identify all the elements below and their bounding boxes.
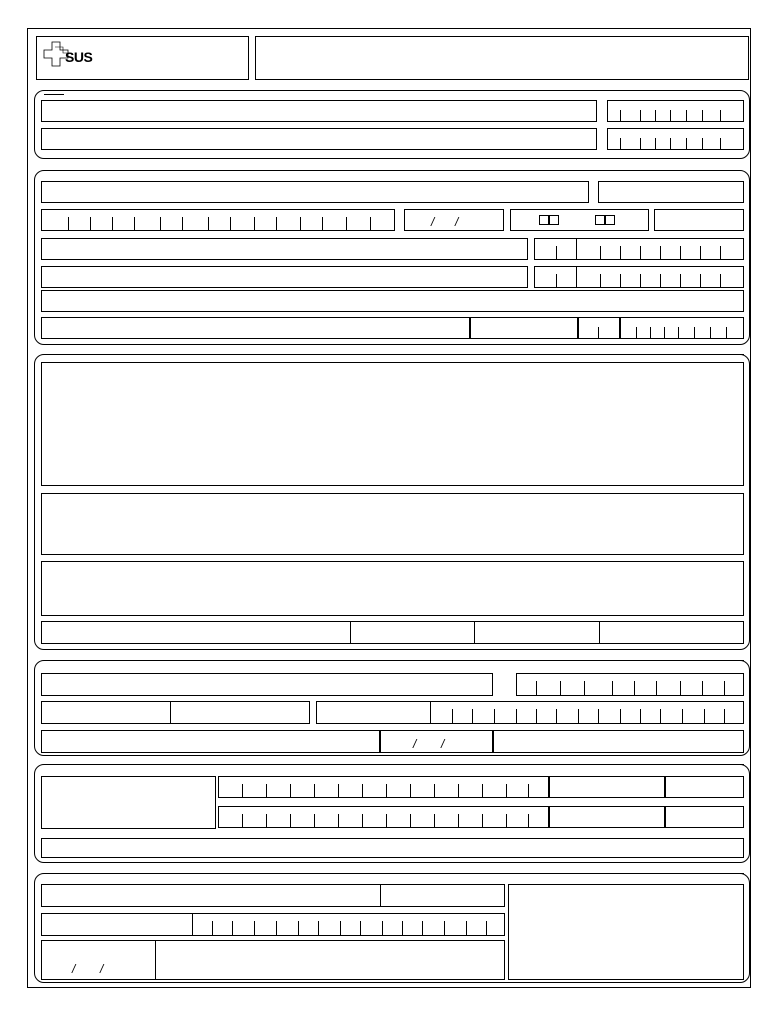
date-slash: / (72, 962, 76, 976)
logo-text: SUS (65, 49, 93, 65)
bed-field[interactable] (316, 701, 744, 724)
cid-main-field[interactable] (350, 621, 475, 644)
aih-number-field[interactable] (508, 884, 744, 980)
authorizer-signature-field[interactable] (155, 940, 505, 980)
procedure-code-field[interactable] (516, 673, 744, 696)
procedure-name-field[interactable] (41, 673, 493, 696)
mother-name-field[interactable] (41, 238, 528, 260)
cbor-field[interactable] (665, 806, 744, 828)
patient-record-field[interactable] (598, 181, 744, 203)
date-slash: / (441, 737, 445, 751)
date-slash: / (413, 737, 417, 751)
address-field[interactable] (41, 290, 744, 312)
logo-box (36, 36, 249, 80)
exam-results-field[interactable] (41, 561, 744, 616)
social-security-field[interactable] (41, 838, 744, 858)
responsible-name-field[interactable] (41, 266, 528, 288)
insurer-cnpj-field[interactable] (218, 776, 549, 798)
birth-date-field[interactable] (404, 209, 504, 231)
authorizer-document-field[interactable] (41, 913, 505, 936)
responsible-phone-field[interactable] (534, 266, 744, 288)
signature-field[interactable] (493, 730, 744, 753)
sex-checkbox-male-2[interactable] (549, 215, 559, 225)
series-field[interactable] (665, 776, 744, 798)
sex-field[interactable] (510, 209, 649, 231)
establishment-code-field[interactable] (607, 100, 744, 122)
authorizer-code-field[interactable] (380, 884, 505, 907)
diagnosis-initial-field[interactable] (41, 621, 351, 644)
company-cnpj-field[interactable] (218, 806, 549, 828)
clinic-field[interactable] (41, 701, 310, 724)
accident-type-field[interactable] (41, 776, 216, 829)
authorization-date-field[interactable] (41, 940, 156, 980)
race-field[interactable] (654, 209, 744, 231)
professional-field[interactable] (41, 730, 380, 753)
ticket-field[interactable] (549, 776, 665, 798)
form-title-box (255, 36, 749, 80)
mother-phone-field[interactable] (534, 238, 744, 260)
city-field[interactable] (41, 317, 470, 339)
conditions-field[interactable] (41, 493, 744, 555)
executor-code-field[interactable] (607, 128, 744, 150)
establishment-name-field[interactable] (41, 100, 597, 122)
request-date-field[interactable] (380, 730, 493, 753)
sex-checkbox-female[interactable] (595, 215, 605, 225)
date-slash: / (100, 962, 104, 976)
sex-checkbox-male[interactable] (539, 215, 549, 225)
date-slash: / (431, 215, 435, 229)
date-slash: / (455, 215, 459, 229)
sex-checkbox-female-2[interactable] (605, 215, 615, 225)
patient-card-field[interactable] (41, 209, 395, 231)
executor-name-field[interactable] (41, 128, 597, 150)
patient-name-field[interactable] (41, 181, 589, 203)
ibge-code-field[interactable] (470, 317, 578, 339)
cid-associated-field[interactable] (599, 621, 744, 644)
cnae-field[interactable] (549, 806, 665, 828)
cid-secondary-field[interactable] (474, 621, 600, 644)
uf-field[interactable] (578, 317, 620, 339)
signs-symptoms-field[interactable] (41, 362, 744, 486)
authorizer-name-field[interactable] (41, 884, 381, 907)
